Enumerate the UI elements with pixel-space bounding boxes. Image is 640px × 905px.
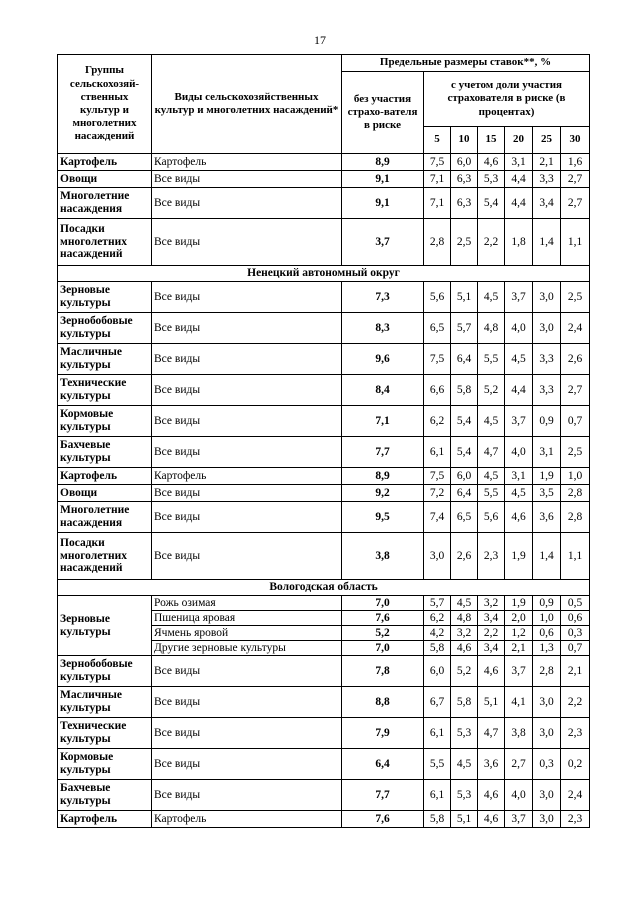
rate-share-5-cell: 7,5 xyxy=(424,344,451,375)
crop-group-cell: Зерновые культуры xyxy=(58,282,152,313)
crop-group-cell: Масличные культуры xyxy=(58,687,152,718)
rate-share-20-cell: 4,6 xyxy=(505,502,533,533)
rate-share-30-cell: 2,3 xyxy=(561,811,590,828)
crop-kind-cell: Другие зерновые культуры xyxy=(152,641,342,656)
region-title: Вологодская область xyxy=(58,580,590,596)
rate-share-25-cell: 3,3 xyxy=(533,375,561,406)
rate-without-share-cell: 7,0 xyxy=(342,596,424,611)
rate-share-25-cell: 0,9 xyxy=(533,596,561,611)
rate-share-20-cell: 3,7 xyxy=(505,282,533,313)
header-share-30: 30 xyxy=(561,127,590,154)
table-body xyxy=(58,154,590,828)
crop-kind-cell: Все виды xyxy=(152,375,342,406)
rate-without-share-cell: 7,0 xyxy=(342,641,424,656)
rate-share-30-cell: 0,5 xyxy=(561,596,590,611)
crop-group-cell: Картофель xyxy=(58,811,152,828)
crop-kind-cell: Ячмень яровой xyxy=(152,626,342,641)
rate-share-25-cell: 1,3 xyxy=(533,641,561,656)
rate-without-share-cell: 8,9 xyxy=(342,468,424,485)
rate-share-5-cell: 5,5 xyxy=(424,749,451,780)
rate-share-25-cell: 1,9 xyxy=(533,468,561,485)
rate-share-25-cell: 3,6 xyxy=(533,502,561,533)
rate-share-30-cell: 2,5 xyxy=(561,437,590,468)
table-row xyxy=(58,718,590,749)
table-row xyxy=(58,533,590,580)
rate-share-10-cell: 6,5 xyxy=(451,502,478,533)
rate-share-15-cell: 4,8 xyxy=(478,313,505,344)
rate-share-10-cell: 6,4 xyxy=(451,344,478,375)
rate-share-30-cell: 2,5 xyxy=(561,282,590,313)
table-header xyxy=(58,55,590,154)
rate-share-30-cell: 0,2 xyxy=(561,749,590,780)
rate-share-20-cell: 4,5 xyxy=(505,344,533,375)
rate-share-30-cell: 1,1 xyxy=(561,219,590,266)
table-row xyxy=(58,171,590,188)
rate-share-20-cell: 3,7 xyxy=(505,811,533,828)
table-row xyxy=(58,406,590,437)
crop-kind-cell: Все виды xyxy=(152,533,342,580)
insurance-rates-table xyxy=(57,54,590,828)
rate-share-15-cell: 4,5 xyxy=(478,468,505,485)
rate-share-20-cell: 4,0 xyxy=(505,313,533,344)
rate-share-30-cell: 0,6 xyxy=(561,611,590,626)
rate-share-30-cell: 0,7 xyxy=(561,406,590,437)
header-groups: Группы сельскохозяй-ственных культур и многолетних насаждений xyxy=(58,55,152,154)
crop-group-cell: Посадки многолетних насаждений xyxy=(58,219,152,266)
rate-share-20-cell: 2,7 xyxy=(505,749,533,780)
rate-share-15-cell: 4,5 xyxy=(478,406,505,437)
rate-share-15-cell: 5,3 xyxy=(478,171,505,188)
header-without-share: без участия страхо-вателя в риске xyxy=(342,72,424,154)
crop-group-cell: Зернобобовые культуры xyxy=(58,656,152,687)
rate-share-25-cell: 3,0 xyxy=(533,313,561,344)
table-row xyxy=(58,811,590,828)
rate-share-30-cell: 2,1 xyxy=(561,656,590,687)
rate-share-10-cell: 6,0 xyxy=(451,154,478,171)
rate-share-15-cell: 2,3 xyxy=(478,533,505,580)
rate-without-share-cell: 8,9 xyxy=(342,154,424,171)
table-row xyxy=(58,219,590,266)
rate-share-5-cell: 7,1 xyxy=(424,188,451,219)
crop-group-cell: Картофель xyxy=(58,154,152,171)
rate-share-10-cell: 5,8 xyxy=(451,687,478,718)
rate-share-10-cell: 4,5 xyxy=(451,596,478,611)
table-row xyxy=(58,468,590,485)
header-kinds: Виды сельскохозяйственных культур и многолетних насаждений* xyxy=(152,55,342,154)
region-title: Ненецкий автономный округ xyxy=(58,266,590,282)
rate-share-5-cell: 7,4 xyxy=(424,502,451,533)
rate-share-5-cell: 7,1 xyxy=(424,171,451,188)
rate-share-25-cell: 3,0 xyxy=(533,282,561,313)
rate-share-20-cell: 4,4 xyxy=(505,188,533,219)
rate-share-15-cell: 4,6 xyxy=(478,811,505,828)
rate-share-25-cell: 2,8 xyxy=(533,656,561,687)
rate-without-share-cell: 8,3 xyxy=(342,313,424,344)
rate-share-15-cell: 2,2 xyxy=(478,626,505,641)
crop-kind-cell: Все виды xyxy=(152,344,342,375)
rate-share-5-cell: 6,7 xyxy=(424,687,451,718)
rate-without-share-cell: 7,7 xyxy=(342,780,424,811)
rate-share-15-cell: 5,5 xyxy=(478,344,505,375)
region-row xyxy=(58,580,590,596)
rate-share-5-cell: 6,2 xyxy=(424,406,451,437)
rate-share-5-cell: 3,0 xyxy=(424,533,451,580)
rate-share-15-cell: 4,5 xyxy=(478,282,505,313)
rate-share-20-cell: 1,9 xyxy=(505,533,533,580)
rate-share-30-cell: 2,4 xyxy=(561,313,590,344)
rate-share-20-cell: 3,8 xyxy=(505,718,533,749)
rate-share-20-cell: 4,4 xyxy=(505,375,533,406)
rate-without-share-cell: 7,8 xyxy=(342,656,424,687)
crop-kind-cell: Все виды xyxy=(152,313,342,344)
crop-kind-cell: Все виды xyxy=(152,437,342,468)
rate-share-10-cell: 4,8 xyxy=(451,611,478,626)
rate-share-10-cell: 2,6 xyxy=(451,533,478,580)
rate-share-20-cell: 3,1 xyxy=(505,468,533,485)
rate-share-25-cell: 3,0 xyxy=(533,687,561,718)
rate-share-10-cell: 6,3 xyxy=(451,171,478,188)
rate-share-20-cell: 3,7 xyxy=(505,656,533,687)
rate-share-5-cell: 5,8 xyxy=(424,641,451,656)
crop-kind-cell: Все виды xyxy=(152,656,342,687)
crop-group-cell: Посадки многолетних насаждений xyxy=(58,533,152,580)
rate-share-25-cell: 3,3 xyxy=(533,344,561,375)
rate-share-20-cell: 4,1 xyxy=(505,687,533,718)
rate-share-15-cell: 3,4 xyxy=(478,611,505,626)
rate-share-5-cell: 6,6 xyxy=(424,375,451,406)
rate-share-10-cell: 3,2 xyxy=(451,626,478,641)
rate-share-10-cell: 4,6 xyxy=(451,641,478,656)
rate-share-30-cell: 1,6 xyxy=(561,154,590,171)
rate-share-15-cell: 4,7 xyxy=(478,437,505,468)
header-share-5: 5 xyxy=(424,127,451,154)
rate-share-25-cell: 3,3 xyxy=(533,171,561,188)
rate-share-30-cell: 1,1 xyxy=(561,533,590,580)
rate-share-15-cell: 4,7 xyxy=(478,718,505,749)
rate-share-5-cell: 5,7 xyxy=(424,596,451,611)
rate-share-25-cell: 3,5 xyxy=(533,485,561,502)
rate-share-30-cell: 2,8 xyxy=(561,502,590,533)
rate-share-30-cell: 1,0 xyxy=(561,468,590,485)
rate-without-share-cell: 9,1 xyxy=(342,171,424,188)
rate-without-share-cell: 3,8 xyxy=(342,533,424,580)
crop-group-cell: Кормовые культуры xyxy=(58,749,152,780)
rate-share-10-cell: 5,4 xyxy=(451,406,478,437)
rate-share-25-cell: 0,3 xyxy=(533,749,561,780)
rate-without-share-cell: 7,6 xyxy=(342,811,424,828)
rate-share-15-cell: 2,2 xyxy=(478,219,505,266)
rate-share-20-cell: 2,0 xyxy=(505,611,533,626)
rate-share-15-cell: 5,6 xyxy=(478,502,505,533)
rate-share-20-cell: 3,7 xyxy=(505,406,533,437)
crop-kind-cell: Картофель xyxy=(152,468,342,485)
crop-kind-cell: Все виды xyxy=(152,687,342,718)
table-row xyxy=(58,749,590,780)
crop-group-cell: Бахчевые культуры xyxy=(58,437,152,468)
rate-share-20-cell: 4,0 xyxy=(505,780,533,811)
rate-share-30-cell: 2,2 xyxy=(561,687,590,718)
table-row xyxy=(58,780,590,811)
rate-share-10-cell: 2,5 xyxy=(451,219,478,266)
rate-share-10-cell: 6,3 xyxy=(451,188,478,219)
rate-share-20-cell: 2,1 xyxy=(505,641,533,656)
rate-share-20-cell: 4,4 xyxy=(505,171,533,188)
crop-kind-cell: Все виды xyxy=(152,282,342,313)
crop-group-cell: Многолетние насаждения xyxy=(58,188,152,219)
header-with-share: с учетом доли участия страхователя в риске (в процентах) xyxy=(424,72,590,127)
rate-share-25-cell: 1,4 xyxy=(533,219,561,266)
table-row xyxy=(58,485,590,502)
rate-without-share-cell: 3,7 xyxy=(342,219,424,266)
crop-kind-cell: Все виды xyxy=(152,485,342,502)
header-share-20: 20 xyxy=(505,127,533,154)
crop-group-cell: Овощи xyxy=(58,171,152,188)
crop-kind-cell: Все виды xyxy=(152,406,342,437)
crop-group-cell: Многолетние насаждения xyxy=(58,502,152,533)
rate-share-20-cell: 1,2 xyxy=(505,626,533,641)
rate-share-5-cell: 7,5 xyxy=(424,468,451,485)
crop-group-cell: Зернобобовые культуры xyxy=(58,313,152,344)
rate-without-share-cell: 7,6 xyxy=(342,611,424,626)
table-row xyxy=(58,656,590,687)
rate-share-25-cell: 1,0 xyxy=(533,611,561,626)
rate-share-30-cell: 2,7 xyxy=(561,171,590,188)
crop-kind-cell: Пшеница яровая xyxy=(152,611,342,626)
crop-group-cell: Бахчевые культуры xyxy=(58,780,152,811)
crop-group-cell: Картофель xyxy=(58,468,152,485)
rate-share-10-cell: 5,1 xyxy=(451,282,478,313)
table-row xyxy=(58,687,590,718)
rate-share-5-cell: 6,0 xyxy=(424,656,451,687)
rate-share-30-cell: 2,4 xyxy=(561,780,590,811)
header-share-10: 10 xyxy=(451,127,478,154)
rate-without-share-cell: 9,6 xyxy=(342,344,424,375)
rate-share-30-cell: 0,3 xyxy=(561,626,590,641)
table-row xyxy=(58,313,590,344)
rate-share-15-cell: 5,1 xyxy=(478,687,505,718)
rate-share-30-cell: 0,7 xyxy=(561,641,590,656)
rate-share-5-cell: 6,2 xyxy=(424,611,451,626)
rate-share-30-cell: 2,8 xyxy=(561,485,590,502)
rate-share-10-cell: 5,8 xyxy=(451,375,478,406)
rate-without-share-cell: 9,1 xyxy=(342,188,424,219)
rate-share-20-cell: 4,0 xyxy=(505,437,533,468)
rate-without-share-cell: 6,4 xyxy=(342,749,424,780)
rate-share-25-cell: 3,1 xyxy=(533,437,561,468)
crop-group-cell: Технические культуры xyxy=(58,375,152,406)
header-share-15: 15 xyxy=(478,127,505,154)
table-row xyxy=(58,375,590,406)
rate-share-25-cell: 3,0 xyxy=(533,811,561,828)
crop-kind-cell: Все виды xyxy=(152,718,342,749)
rate-share-15-cell: 5,5 xyxy=(478,485,505,502)
page-number: 17 xyxy=(314,33,326,47)
table-row xyxy=(58,437,590,468)
crop-kind-cell: Рожь озимая xyxy=(152,596,342,611)
rate-without-share-cell: 7,7 xyxy=(342,437,424,468)
rate-share-15-cell: 4,6 xyxy=(478,656,505,687)
rate-share-5-cell: 2,8 xyxy=(424,219,451,266)
crop-group-cell: Овощи xyxy=(58,485,152,502)
rate-without-share-cell: 8,8 xyxy=(342,687,424,718)
header-limits: Предельные размеры ставок**, % xyxy=(342,55,590,72)
rate-share-10-cell: 6,0 xyxy=(451,468,478,485)
rate-share-15-cell: 4,6 xyxy=(478,780,505,811)
crop-group-cell: Зерновые культуры xyxy=(58,596,152,656)
crop-group-cell: Масличные культуры xyxy=(58,344,152,375)
rate-share-30-cell: 2,6 xyxy=(561,344,590,375)
table-row xyxy=(58,344,590,375)
rate-without-share-cell: 7,9 xyxy=(342,718,424,749)
rate-share-10-cell: 6,4 xyxy=(451,485,478,502)
rate-share-10-cell: 5,3 xyxy=(451,780,478,811)
rate-share-15-cell: 4,6 xyxy=(478,154,505,171)
header-share-25: 25 xyxy=(533,127,561,154)
rate-without-share-cell: 9,2 xyxy=(342,485,424,502)
rate-share-15-cell: 3,4 xyxy=(478,641,505,656)
crop-kind-cell: Все виды xyxy=(152,188,342,219)
rate-share-20-cell: 4,5 xyxy=(505,485,533,502)
rate-share-20-cell: 1,9 xyxy=(505,596,533,611)
rate-share-10-cell: 4,5 xyxy=(451,749,478,780)
rate-share-10-cell: 5,1 xyxy=(451,811,478,828)
crop-group-cell: Технические культуры xyxy=(58,718,152,749)
rate-share-25-cell: 1,4 xyxy=(533,533,561,580)
rate-without-share-cell: 9,5 xyxy=(342,502,424,533)
crop-kind-cell: Все виды xyxy=(152,219,342,266)
rate-share-25-cell: 0,9 xyxy=(533,406,561,437)
table-row xyxy=(58,502,590,533)
crop-kind-cell: Картофель xyxy=(152,154,342,171)
rate-share-15-cell: 3,2 xyxy=(478,596,505,611)
rate-share-25-cell: 2,1 xyxy=(533,154,561,171)
rate-share-10-cell: 5,2 xyxy=(451,656,478,687)
rate-share-30-cell: 2,7 xyxy=(561,188,590,219)
rate-share-25-cell: 0,6 xyxy=(533,626,561,641)
crop-kind-cell: Все виды xyxy=(152,780,342,811)
rate-share-15-cell: 5,2 xyxy=(478,375,505,406)
rate-share-15-cell: 5,4 xyxy=(478,188,505,219)
crop-kind-cell: Все виды xyxy=(152,749,342,780)
rate-share-5-cell: 5,8 xyxy=(424,811,451,828)
rate-without-share-cell: 7,3 xyxy=(342,282,424,313)
rate-share-5-cell: 5,6 xyxy=(424,282,451,313)
rate-share-25-cell: 3,0 xyxy=(533,718,561,749)
rate-share-30-cell: 2,7 xyxy=(561,375,590,406)
rate-share-10-cell: 5,7 xyxy=(451,313,478,344)
rate-share-10-cell: 5,3 xyxy=(451,718,478,749)
crop-kind-cell: Все виды xyxy=(152,171,342,188)
rate-share-15-cell: 3,6 xyxy=(478,749,505,780)
rate-share-20-cell: 1,8 xyxy=(505,219,533,266)
rate-share-25-cell: 3,0 xyxy=(533,780,561,811)
crop-kind-cell: Картофель xyxy=(152,811,342,828)
crop-kind-cell: Все виды xyxy=(152,502,342,533)
crop-group-cell: Кормовые культуры xyxy=(58,406,152,437)
region-row xyxy=(58,266,590,282)
rate-share-10-cell: 5,4 xyxy=(451,437,478,468)
rate-share-5-cell: 6,5 xyxy=(424,313,451,344)
rate-share-5-cell: 6,1 xyxy=(424,780,451,811)
table-row xyxy=(58,596,590,611)
rate-without-share-cell: 8,4 xyxy=(342,375,424,406)
rate-without-share-cell: 7,1 xyxy=(342,406,424,437)
table-row xyxy=(58,282,590,313)
rate-share-5-cell: 6,1 xyxy=(424,718,451,749)
rate-share-5-cell: 7,2 xyxy=(424,485,451,502)
rate-share-30-cell: 2,3 xyxy=(561,718,590,749)
rate-share-20-cell: 3,1 xyxy=(505,154,533,171)
rate-share-5-cell: 7,5 xyxy=(424,154,451,171)
rate-without-share-cell: 5,2 xyxy=(342,626,424,641)
rate-share-5-cell: 6,1 xyxy=(424,437,451,468)
table-row xyxy=(58,154,590,171)
table-row xyxy=(58,188,590,219)
rate-share-5-cell: 4,2 xyxy=(424,626,451,641)
rate-share-25-cell: 3,4 xyxy=(533,188,561,219)
